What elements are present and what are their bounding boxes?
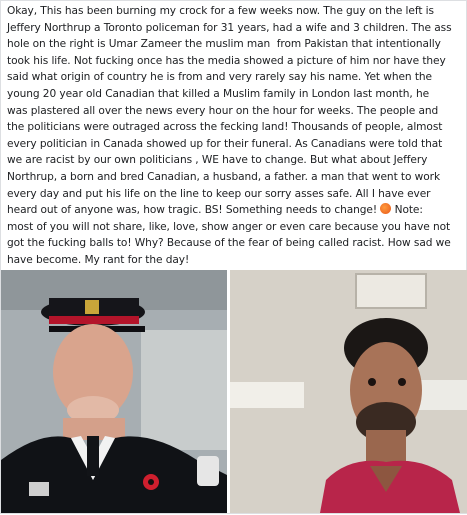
text-line: heard out of anyone was, how tragic. BS! Something needs to change! [7, 204, 378, 217]
text-line: got the fucking balls to! Why? Because of the fear of being called racist. How sad we [7, 237, 451, 250]
text-line: said what origin of country he is from and very rarely say his name. Yet when the [7, 71, 432, 84]
text-line: Jeffery Northrup a Toronto policeman for 31 years, had a wife and 3 children. The ass [7, 21, 452, 34]
police-officer-image [1, 270, 227, 513]
text-line: was plastered all over the news every hour on the hour for weeks. The people and [7, 104, 439, 117]
text-line: Okay, This has been burning my crock for a few weeks now. The guy on the left is [7, 5, 434, 17]
text-line: every day and put his life on the line to keep our sorry asses safe. All I have ever [7, 187, 431, 200]
man-selfie-photo[interactable] [230, 270, 467, 513]
angry-face-emoji-icon [380, 203, 391, 214]
man-selfie-image [230, 270, 467, 513]
police-officer-photo[interactable] [1, 270, 227, 513]
text-line: we are racist by our own politicians , WE have to change. But what about Jeffery [7, 154, 428, 167]
post-text [7, 3, 464, 269]
text-line: most of you will not share, like, love, show anger or even care because you have not [7, 220, 451, 233]
text-line: hole on the right is Umar Zameer the muslim man from Pakistan that intentionally [7, 38, 441, 51]
text-line: the politicians were outraged across the fecking land! Thousands of people, almost [7, 121, 443, 134]
text-line: Note: [391, 204, 423, 217]
text-line: took his life. Not fucking once has the media showed a picture of him nor have they [7, 54, 446, 67]
text-line: young 20 year old Canadian that killed a Muslim family in London last month, he [7, 87, 430, 100]
text-line: every politician in Canada showed up for their funeral. As Canadians were told that [7, 137, 443, 150]
text-line: have become. My rant for the day! [7, 253, 190, 266]
photo-grid[interactable] [1, 270, 467, 515]
text-line: Northrup, a born and bred Canadian, a husband, a father. a man that went to work [7, 170, 441, 183]
